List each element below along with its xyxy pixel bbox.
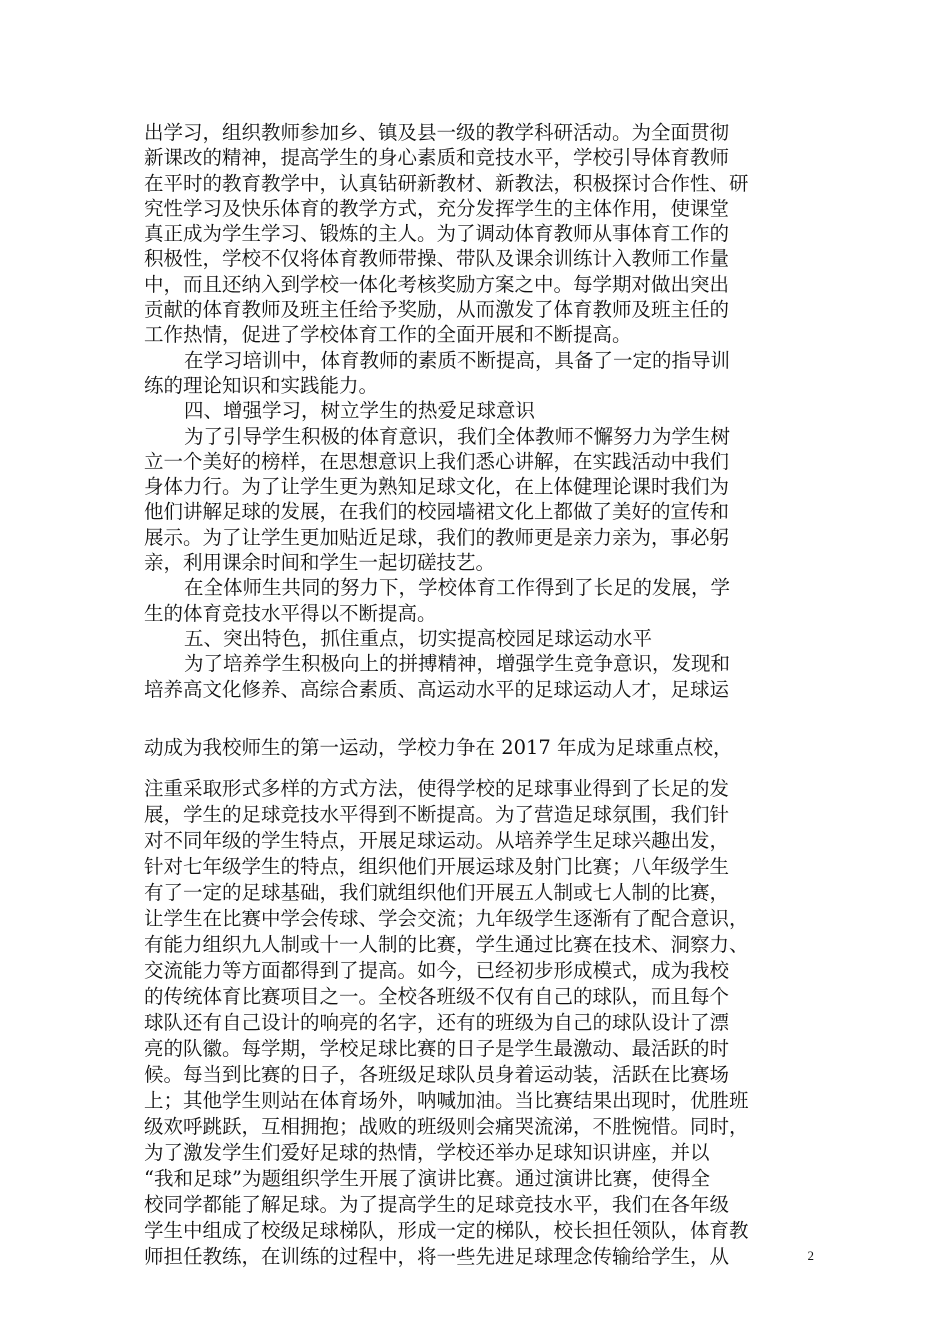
paragraph-start-line: 在学习培训中，体育教师的素质不断提高，具备了一定的指导训 [184, 348, 731, 372]
text-line: 师担任教练，在训练的过程中，将一些先进足球理念传输给学生，从 [144, 1245, 730, 1268]
section-heading-5: 五、突出特色，抓住重点，切实提高校园足球运动水平 [184, 626, 653, 650]
text-line: 练的理论知识和实践能力。 [144, 373, 379, 397]
text-line: 出学习，组织教师参加乡、镇及县一级的教学科研活动。为全面贯彻 [144, 121, 730, 144]
text-line: 真正成为学生学习、锻炼的主人。为了调动体育教师从事体育工作的 [144, 222, 730, 246]
text-line: 展，学生的足球竞技水平得到不断提高。为了营造足球氛围，我们针 [144, 803, 730, 826]
text-line: 级欢呼跳跃，互相拥抱；战败的班级则会痛哭流涕，不胜惋惜。同时， [144, 1115, 749, 1138]
text-line: 工作热情，促进了学校体育工作的全面开展和不断提高。 [144, 323, 632, 347]
page-number: 2 [807, 1248, 814, 1263]
text-line: 上；其他学生则站在体育场外，呐喊加油。当比赛结果出现时，优胜班 [144, 1089, 749, 1112]
text-line: 针对七年级学生的特点，组织他们开展运球及射门比赛；八年级学生 [144, 855, 730, 878]
text-line: 展示。为了让学生更加贴近足球，我们的教师更是亲力亲为，事必躬 [144, 525, 730, 549]
text-line: 亲，利用课余时间和学生一起切磋技艺。 [144, 551, 496, 575]
text-line: 贡献的体育教师及班主任给予奖励，从而激发了体育教师及班主任的 [144, 298, 730, 322]
text-line: 交流能力等方面都得到了提高。如今，已经初步形成模式，成为我校 [144, 959, 730, 982]
text-line: 校同学都能了解足球。为了提高学生的足球竞技水平，我们在各年级 [144, 1193, 730, 1216]
text-line: 新课改的精神，提高学生的身心素质和竞技水平，学校引导体育教师 [144, 146, 730, 170]
text-line: 立一个美好的榜样，在思想意识上我们悉心讲解，在实践活动中我们 [144, 449, 730, 473]
text-line: 他们讲解足球的发展，在我们的校园墙裙文化上都做了美好的宣传和 [144, 500, 730, 524]
text-line: 球队还有自己设计的响亮的名字，还有的班级为自己的球队设计了漂 [144, 1011, 730, 1034]
text-line: 培养高文化修养、高综合素质、高运动水平的足球运动人才，足球运 [144, 677, 730, 701]
text-line: “我和足球”为题组织学生开展了演讲比赛。通过演讲比赛，使得全 [144, 1167, 710, 1190]
text-line-with-year: 动成为我校师生的第一运动，学校力争在 2017 年成为足球重点校， [144, 736, 733, 759]
text-line: 在平时的教育教学中，认真钻研新教材、新教法，积极探讨合作性、研 [144, 171, 749, 195]
body-text-part3 [144, 776, 808, 1270]
text-line: 对不同年级的学生特点，开展足球运动。从培养学生足球兴趣出发， [144, 829, 730, 852]
text-line: 身体力行。为了让学生更为熟知足球文化，在上体健理论课时我们为 [144, 475, 730, 499]
text-line: 积极性，学校不仅将体育教师带操、带队及课余训练计入教师工作量 [144, 247, 730, 271]
text-line: 学生中组成了校级足球梯队，形成一定的梯队，校长担任领队，体育教 [144, 1219, 749, 1242]
text-line: 有能力组织九人制或十一人制的比赛，学生通过比赛在技术、洞察力、 [144, 933, 749, 956]
body-text-part1 [144, 120, 808, 702]
text-line: 生的体育竞技水平得以不断提高。 [144, 601, 437, 625]
paragraph-start-line: 在全体师生共同的努力下，学校体育工作得到了长足的发展，学 [184, 576, 731, 600]
paragraph-start-line: 为了引导学生积极的体育意识，我们全体教师不懈努力为学生树 [184, 424, 731, 448]
text-line: 候。每当到比赛的日子，各班级足球队员身着运动装，活跃在比赛场 [144, 1063, 730, 1086]
text-line: 让学生在比赛中学会传球、学会交流；九年级学生逐渐有了配合意识， [144, 907, 749, 930]
text-line: 究性学习及快乐体育的教学方式，充分发挥学生的主体作用，使课堂 [144, 196, 730, 220]
text-line: 亮的队徽。每学期，学校足球比赛的日子是学生最激动、最活跃的时 [144, 1037, 730, 1060]
text-line: 的传统体育比赛项目之一。全校各班级不仅有自己的球队，而且每个 [144, 985, 730, 1008]
section-heading-4: 四、增强学习，树立学生的热爱足球意识 [184, 399, 536, 423]
text-line: 为了激发学生们爱好足球的热情，学校还举办足球知识讲座，并以 [144, 1141, 710, 1164]
text-line: 有了一定的足球基础，我们就组织他们开展五人制或七人制的比赛， [144, 881, 730, 904]
body-text-part2 [144, 735, 808, 760]
text-line: 注重采取形式多样的方式方法，使得学校的足球事业得到了长足的发 [144, 777, 730, 800]
paragraph-start-line: 为了培养学生积极向上的拼搏精神，增强学生竞争意识，发现和 [184, 652, 731, 676]
text-line: 中，而且还纳入到学校一体化考核奖励方案之中。每学期对做出突出 [144, 272, 730, 296]
